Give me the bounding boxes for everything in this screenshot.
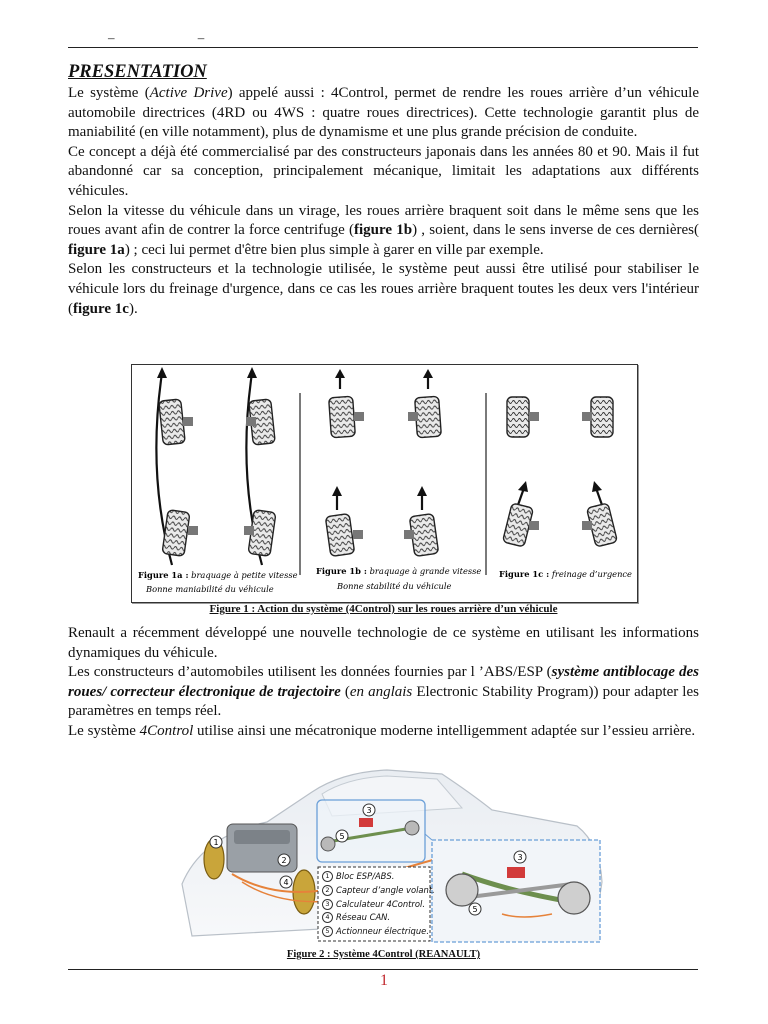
text-run: Le système ( — [68, 85, 150, 101]
legend-item — [322, 925, 430, 939]
legend-item — [322, 884, 435, 898]
svg-text:4: 4 — [283, 878, 289, 887]
figure-2-caption: Figure 2 : Système 4Control (REANAULT) — [286, 949, 481, 960]
text-run: 4Control — [139, 722, 194, 739]
legend-number: 3 — [322, 899, 333, 910]
panel-1c-drawing — [502, 397, 617, 547]
figure-1b-label: Figure 1b : braquage à grande vitesse — [316, 566, 482, 576]
text-run: Selon les constructeurs et la technologie utilisée, le système peut aussi être utilisé pour stabiliser le véhicule lors du freinage d'urgence, dans ce cas les roues arrière braquent toutes les deux vers l'intérieur ( — [68, 261, 699, 317]
text-run: figure 1a — [68, 241, 125, 258]
svg-text:3: 3 — [517, 853, 523, 862]
header-rule — [68, 47, 698, 48]
section-title: PRESENTATION — [68, 62, 207, 82]
text-run: système antiblocage des roues/ correcteur électronique de trajectoire — [68, 664, 700, 700]
legend-text: Bloc ESP/ABS. — [336, 871, 395, 881]
figure-1b-sublabel: Bonne stabilité du véhicule — [337, 581, 452, 591]
page-body — [68, 60, 699, 319]
text-run: utilise ainsi une mécatronique moderne intelligemment adaptée sur l’essieu arrière. — [193, 722, 696, 739]
text-run: figure 1b — [353, 222, 413, 239]
paragraph — [68, 260, 699, 319]
legend-item — [322, 870, 430, 884]
figure-2 — [172, 764, 604, 946]
paragraph — [68, 663, 699, 722]
figure-1 — [131, 364, 638, 603]
header-marks: – – — [108, 30, 245, 45]
paragraph — [68, 202, 699, 261]
text-run: ( — [340, 683, 350, 700]
paragraph — [68, 143, 699, 202]
svg-text:5: 5 — [472, 905, 478, 914]
paragraph — [68, 84, 699, 143]
text-run: ) appelé aussi : 4Control, permet de rendre les roues arrière d’un véhicule automobile directrices (4RD ou 4WS : quatre roues directrices). Cette technologie garantit plus de maniabilité (en ville notamment), plus de dynamisme et une plus grande précision de conduite. — [68, 85, 700, 141]
text-run: Active Drive — [149, 85, 228, 101]
panel-1a-drawing — [156, 367, 276, 565]
svg-text:5: 5 — [339, 832, 345, 841]
rear-axle-inset-large — [425, 834, 600, 942]
svg-text:2: 2 — [281, 856, 287, 865]
intro-paragraphs — [68, 84, 699, 319]
page-number: 1 — [380, 972, 388, 989]
legend-number: 1 — [322, 871, 333, 882]
legend-item — [322, 898, 430, 912]
text-run: ) ; ceci lui permet d'être bien plus simple à garer en ville par exemple. — [124, 241, 544, 258]
text-run: figure 1c — [73, 300, 129, 317]
paragraph — [68, 722, 699, 742]
rear-axle-inset-small — [317, 800, 425, 862]
legend-text: Actionneur électrique. — [336, 926, 429, 937]
body-paragraphs — [68, 624, 699, 742]
text-run: Electronic Stability Program)) pour adapter les paramètres en temps réel. — [68, 683, 699, 720]
text-run: Renault a récemment développé une nouvelle technologie de ce système en utilisant les informations dynamiques du véhicule. — [68, 625, 699, 661]
figure-2-legend-items — [322, 870, 435, 939]
panel-1b-drawing — [325, 369, 441, 556]
svg-text:1: 1 — [213, 838, 219, 847]
figure-1-drawing — [132, 365, 637, 602]
footer-rule — [68, 969, 698, 970]
figure-1c-label: Figure 1c : freinage d’urgence — [499, 569, 632, 579]
figure-1a-label: Figure 1a : braquage à petite vitesse — [138, 570, 298, 580]
text-run: en anglais — [349, 683, 413, 700]
legend-item — [322, 911, 430, 925]
legend-text: Calculateur 4Control. — [336, 898, 425, 909]
text-run: Selon la vitesse du véhicule dans un virage, les roues arrière braquent soit dans le même sens que les roues avant afin de contrer la force centrifuge ( — [68, 202, 699, 239]
svg-text:3: 3 — [366, 806, 372, 815]
text-run: Le système — [68, 722, 140, 739]
legend-number: 4 — [322, 912, 333, 923]
figure-1a-sublabel: Bonne maniabilité du véhicule — [146, 584, 274, 594]
figure-1-caption: Figure 1 : Action du système (4Control) sur les roues arrière d’un véhicule — [209, 603, 558, 615]
paragraph — [68, 624, 699, 663]
text-run: Ce concept a déjà été commercialisé par des constructeurs japonais dans les années 80 et 90. Mais il fut abandonné car sa conception, principalement mécanique, limitait les adaptations aux différents véhicules. — [68, 143, 699, 199]
text-run: ) , soient, dans le sens inverse de ces dernières( — [412, 222, 699, 239]
legend-text: Réseau CAN. — [336, 912, 391, 923]
text-run: ). — [128, 300, 138, 317]
text-run: Les constructeurs d’automobiles utilisent les données fournies par l ’ABS/ESP ( — [68, 664, 552, 681]
legend-number: 5 — [322, 926, 333, 937]
legend-number: 2 — [322, 885, 333, 896]
legend-text: Capteur d’angle volant. — [336, 884, 435, 895]
